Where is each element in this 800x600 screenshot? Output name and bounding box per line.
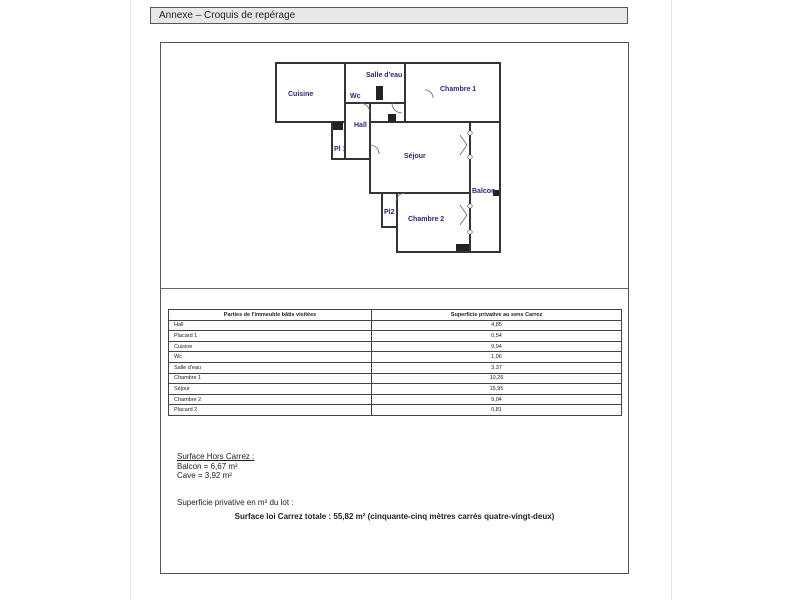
room-area: 3,37 (372, 362, 622, 373)
fixture (333, 122, 343, 130)
wall-hall (345, 103, 370, 159)
door-swing (360, 103, 370, 113)
room-name: Chambre 2 (169, 394, 372, 405)
room-name: Placard 2 (169, 405, 372, 416)
room-label-balcon: Balcon (472, 188, 496, 195)
fixture (456, 244, 469, 251)
table-row (169, 341, 622, 352)
window-swing (460, 205, 467, 225)
cave-area: Cave = 3,92 m² (177, 471, 232, 480)
door-swing (392, 103, 402, 113)
hors-carrez-block (177, 452, 254, 481)
room-label-cuisine: Cuisine (288, 91, 314, 98)
room-label-pl1: Pl 1 (334, 146, 347, 153)
window-swing (460, 135, 467, 155)
room-area: 0,81 (372, 405, 622, 416)
room-label-sejour: Séjour (404, 153, 426, 160)
table-row (169, 352, 622, 363)
room-label-wc: Wc (350, 93, 361, 100)
room-area: 10,26 (372, 373, 622, 384)
table-row (169, 331, 622, 342)
room-label-pl2: Pl2 (384, 209, 395, 216)
room-label-salle-deau: Salle d'eau (366, 72, 403, 79)
table-row (169, 405, 622, 416)
table-header-row (169, 310, 622, 321)
areas-table (168, 309, 622, 416)
room-area: 9,94 (372, 341, 622, 352)
frame-divider (160, 288, 629, 289)
column-header: Superficie privative au sens Carrez (372, 310, 622, 321)
fixture (388, 114, 396, 121)
room-area: 4,85 (372, 320, 622, 331)
room-label-hall: Hall (354, 122, 367, 129)
room-name: Placard 1 (169, 331, 372, 342)
room-name: Wc (169, 352, 372, 363)
total-surface: Surface loi Carrez totale : 55,82 m² (cinquante-cinq mètres carrés quatre-vingt-deux) (234, 512, 555, 521)
table-row (169, 384, 622, 395)
door-swing (425, 90, 433, 98)
table-row (169, 320, 622, 331)
room-name: Cuisine (169, 341, 372, 352)
page-title: Annexe – Croquis de repérage (150, 7, 628, 24)
room-area: 0,54 (372, 331, 622, 342)
room-name: Séjour (169, 384, 372, 395)
room-name: Chambre 1 (169, 373, 372, 384)
room-area: 15,95 (372, 384, 622, 395)
column-header: Parties de l'immeuble bâtis visitées (169, 310, 372, 321)
room-area: 1,06 (372, 352, 622, 363)
table-row (169, 373, 622, 384)
room-label-chambre2: Chambre 2 (408, 216, 445, 223)
room-label-chambre1: Chambre 1 (440, 86, 477, 93)
door-swing (370, 145, 379, 154)
hors-carrez-heading: Surface Hors Carrez : (177, 452, 255, 461)
lot-label: Superficie privative en m² du lot : (177, 498, 294, 507)
room-area: 9,04 (372, 394, 622, 405)
fixture (376, 86, 383, 100)
table-row (169, 362, 622, 373)
balcon-area: Balcon = 6,67 m² (177, 461, 238, 471)
room-name: Hall (169, 320, 372, 331)
room-name: Salle d'eau (169, 362, 372, 373)
wall-balcon (470, 122, 500, 252)
table-row (169, 394, 622, 405)
floor-plan (160, 43, 629, 288)
